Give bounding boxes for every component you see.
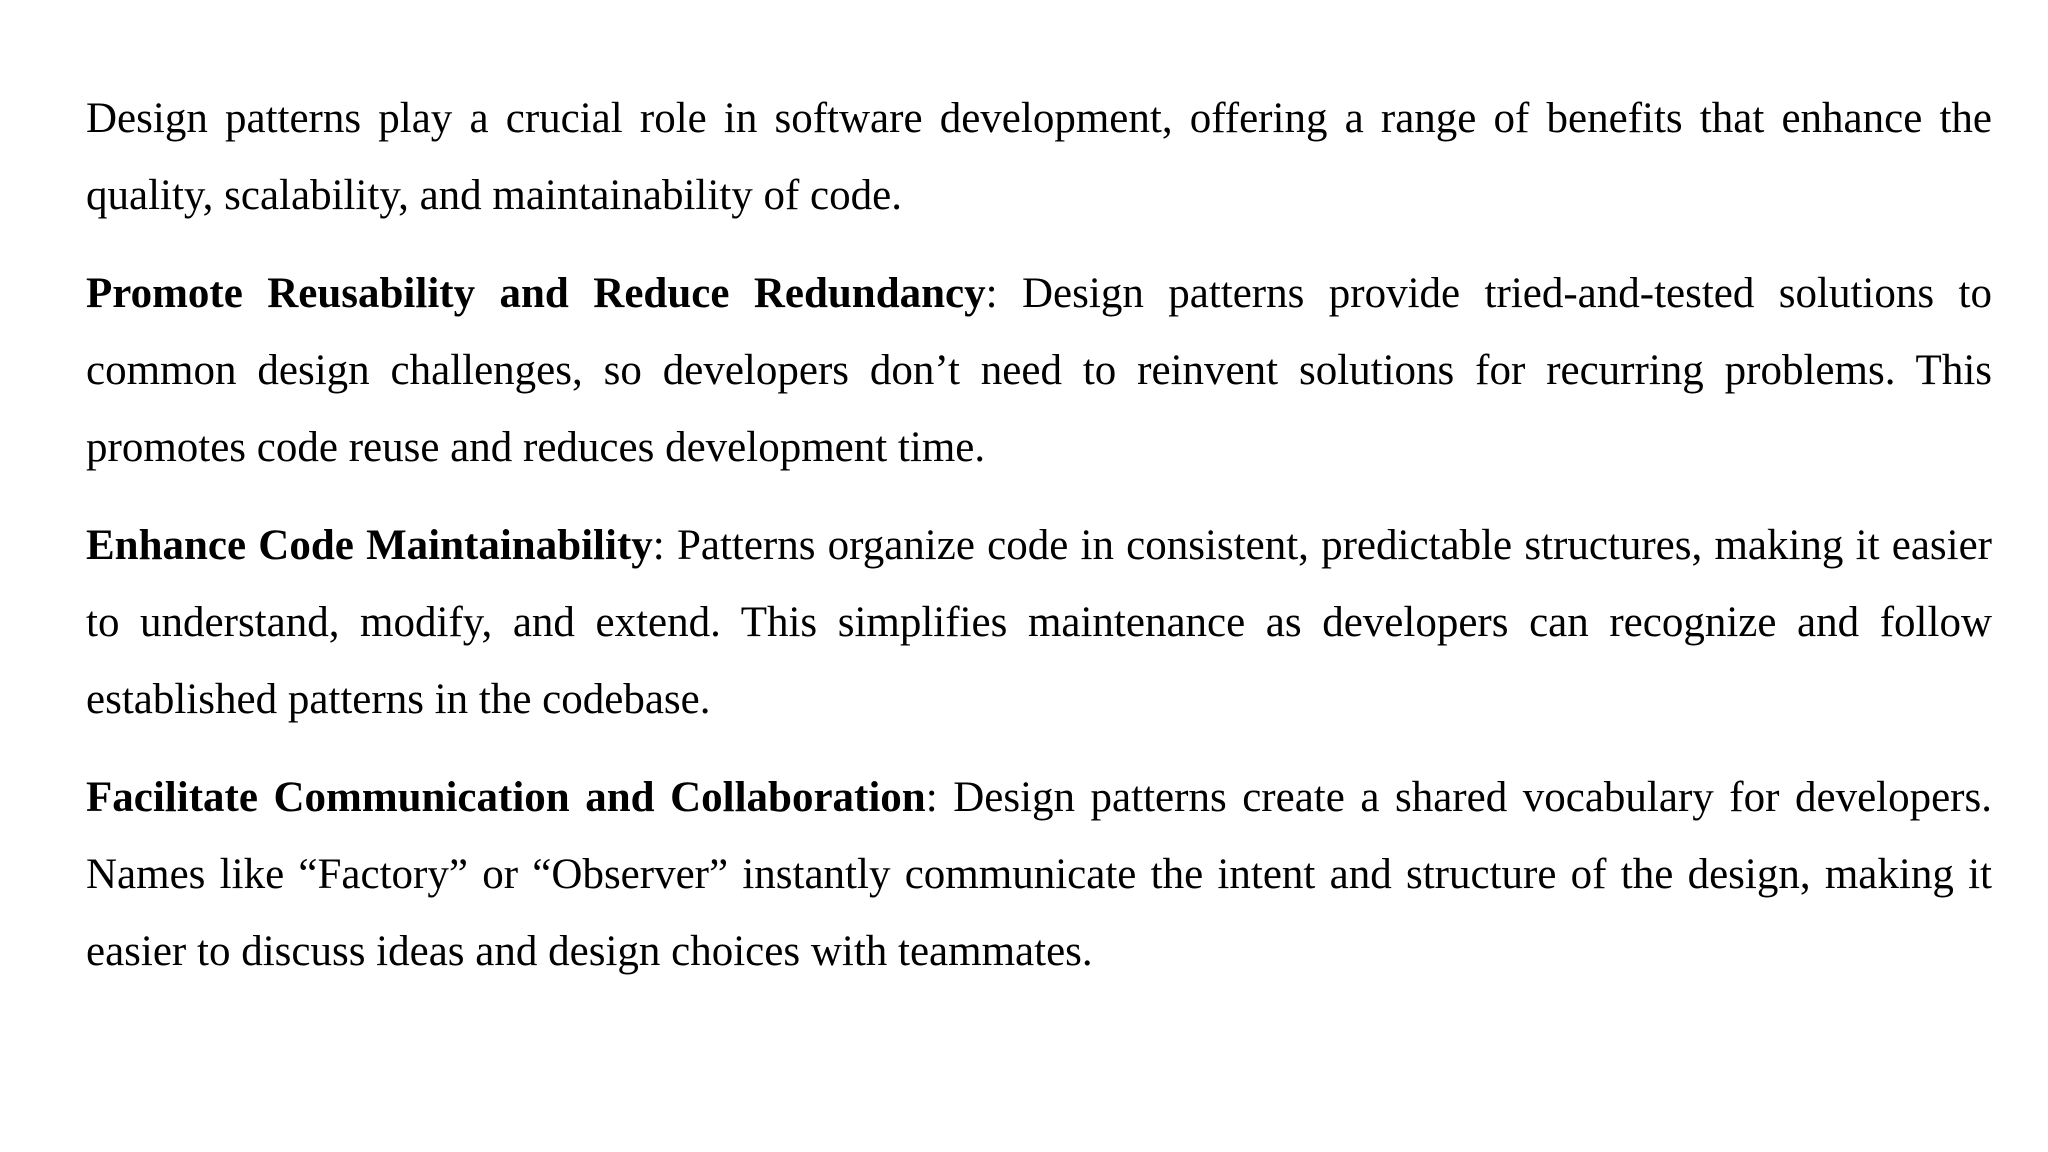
document-body: [86, 80, 1992, 990]
intro-text: Design patterns play a crucial role in software development, offering a range of benefits that enhance the quality, scalability, and maintainability of code.: [86, 95, 1992, 219]
point-paragraph-reusability: [86, 255, 1992, 486]
point-text-maintainability: Patterns organize code in consistent, predictable structures, making it easier to understand, modify, and extend. This simplifies maintenance as developers can recognize and follow established patterns in the codebase.: [86, 522, 1992, 723]
point-paragraph-maintainability: [86, 507, 1992, 738]
point-separator: :: [985, 270, 1022, 317]
point-heading-reusability: Promote Reusability and Reduce Redundancy: [86, 270, 986, 317]
point-paragraph-communication: [86, 759, 1992, 990]
point-heading-maintainability: Enhance Code Maintainability: [86, 522, 653, 569]
intro-paragraph: [86, 80, 1992, 234]
point-heading-communication: Facilitate Communication and Collaboration: [86, 774, 926, 821]
point-separator: :: [652, 522, 677, 569]
point-separator: :: [925, 774, 954, 821]
point-text-reusability: Design patterns provide tried-and-tested solutions to common design challenges, so developers don’t need to reinvent solutions for recurring problems. This promotes code reuse and reduces development time.: [86, 270, 1992, 471]
point-text-communication: Design patterns create a shared vocabulary for developers. Names like “Factory” or “Observer” instantly communicate the intent and structure of the design, making it easier to discuss ideas and design choices with teammates.: [86, 774, 1992, 975]
